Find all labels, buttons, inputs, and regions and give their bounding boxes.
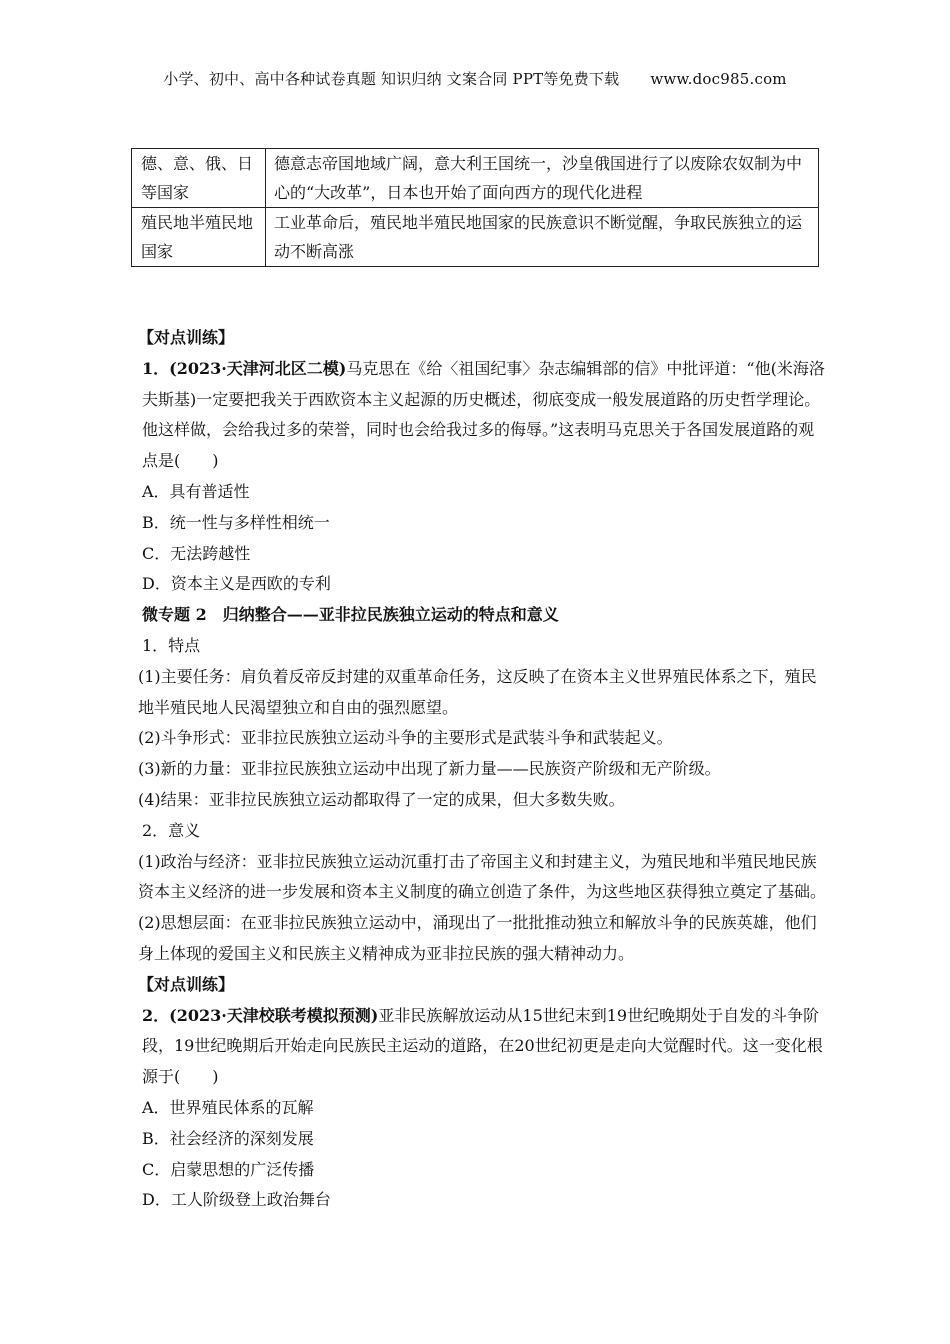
header-text: 小学、初中、高中各种试卷真题 知识归纳 文案合同 PPT等免费下载: [163, 70, 620, 88]
table-cell-country: 殖民地半殖民地国家: [132, 208, 266, 267]
significance-item: (1)政治与经济：亚非拉民族独立运动沉重打击了帝国主义和封建主义，为殖民地和半殖民地民族资本主义经济的进一步发展和资本主义制度的确立创造了条件，为这些地区获得独立奠定了基础。: [138, 851, 827, 902]
table-cell-description: 德意志帝国地域广阔，意大利王国统一，沙皇俄国进行了以废除农奴制为中心的“大改革”，日本也开始了面向西方的现代化进程: [266, 149, 819, 208]
question-1: [138, 354, 828, 477]
option-d: D．资本主义是西欧的专利: [142, 574, 331, 594]
question-2: [138, 1001, 828, 1093]
feature-item: (1)主要任务：肩负着反帝反封建的双重革命任务，这反映了在资本主义世界殖民体系之下，殖民地半殖民地人民渴望独立和自由的强烈愿望。: [138, 666, 817, 717]
question-1-text: 马克思在《给〈祖国纪事〉杂志编辑部的信》中批评道：“他(米海洛夫斯基)一定要把我关于西欧资本主义起源的历史概述，彻底变成一般发展道路的历史哲学理论。他这样做，会给我过多的荣誉，同时也会给我过多的侮辱。”这表明马克思关于各国发展道路的观点是(: [142, 358, 825, 471]
topic-title: 微专题 2 归纳整合——亚非拉民族独立运动的特点和意义: [142, 605, 559, 625]
option-d: D．工人阶级登上政治舞台: [142, 1190, 331, 1210]
section-heading: 【对点训练】: [138, 974, 235, 994]
main-content: [138, 323, 828, 1216]
feature-item: (2)斗争形式：亚非拉民族独立运动斗争的主要形式是武装斗争和武装起义。: [138, 728, 673, 748]
question-1-source: 1．(2023·天津河北区二模): [142, 358, 347, 378]
section-heading: 【对点训练】: [138, 328, 235, 347]
option-b: B．统一性与多样性相统一: [142, 512, 330, 532]
option-c: C．启蒙思想的广泛传播: [142, 1159, 315, 1179]
option-a: A．具有普适性: [142, 481, 250, 501]
page-header: [0, 68, 950, 89]
question-2-text: 亚非民族解放运动从15世纪末到19世纪晚期处于自发的斗争阶段，19世纪晚期后开始走向民族民主运动的道路，在20世纪初更是走向大觉醒时代。这一变化根源于(: [142, 1005, 823, 1087]
table-cell-country: 德、意、俄、日等国家: [132, 149, 266, 208]
question-2-source: 2．(2023·天津校联考模拟预测): [142, 1005, 379, 1025]
significance-item: (2)思想层面：在亚非拉民族独立运动中，涌现出了一批批推动独立和解放斗争的民族英雄，他们身上体现的爱国主义和民族主义精神成为亚非拉民族的强大精神动力。: [138, 913, 817, 963]
table-cell-description: 工业革命后，殖民地半殖民地国家的民族意识不断觉醒，争取民族独立的运动不断高涨: [266, 208, 819, 267]
table-row: [132, 208, 819, 267]
subheading-features: 1．特点: [142, 635, 201, 655]
question-2-close: ): [212, 1067, 219, 1087]
question-1-close: ): [212, 451, 219, 471]
subheading-significance: 2．意义: [142, 820, 201, 840]
feature-item: (3)新的力量：亚非拉民族独立运动中出现了新力量——民族资产阶级和无产阶级。: [138, 759, 721, 779]
comparison-table: [131, 148, 819, 267]
option-c: C．无法跨越性: [142, 543, 251, 563]
option-a: A．世界殖民体系的瓦解: [142, 1097, 314, 1117]
table-row: [132, 149, 819, 208]
feature-item: (4)结果：亚非拉民族独立运动都取得了一定的成果，但大多数失败。: [138, 789, 625, 809]
option-b: B．社会经济的深刻发展: [142, 1128, 314, 1148]
header-site: www.doc985.com: [650, 70, 787, 88]
